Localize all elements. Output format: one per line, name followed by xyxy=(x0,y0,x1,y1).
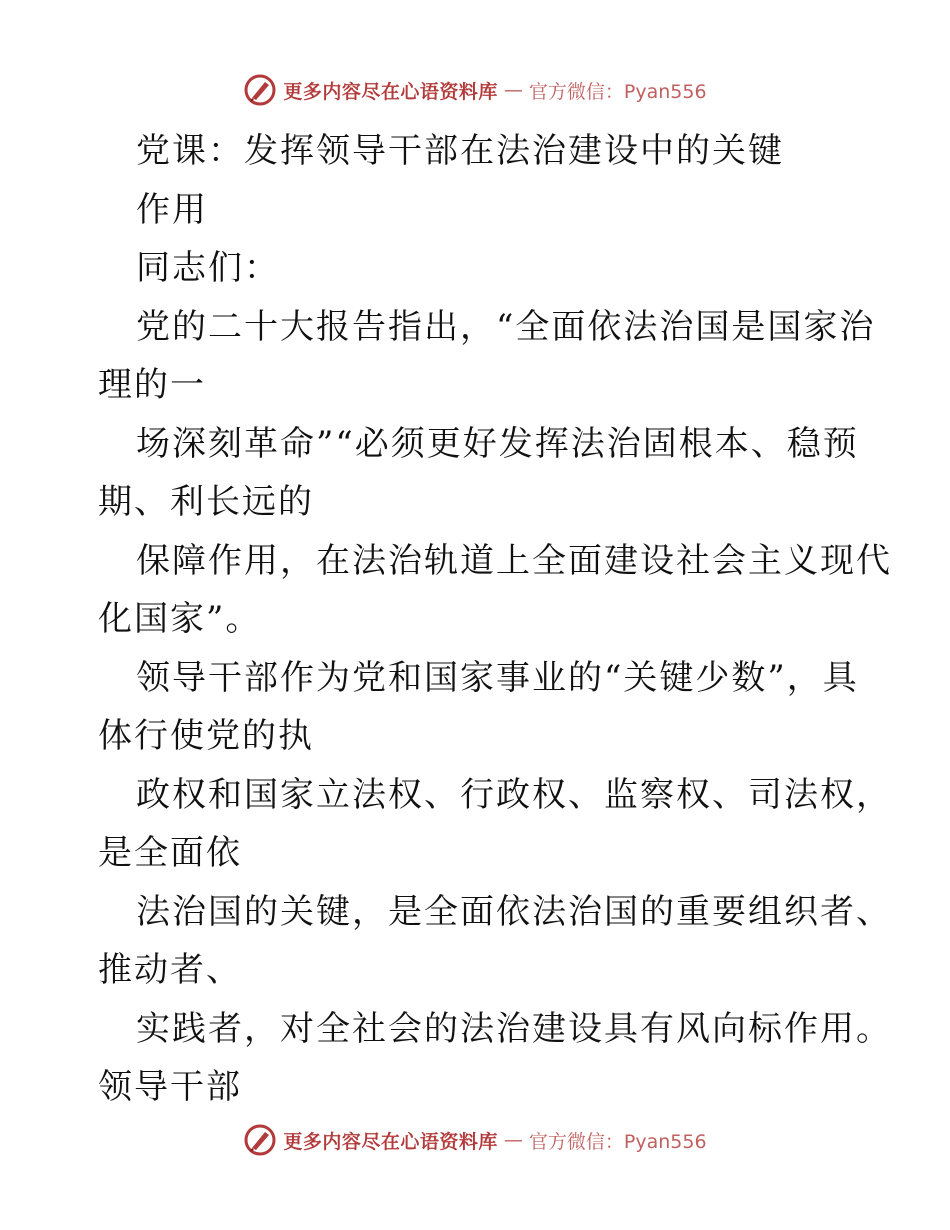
body-line: 领导干部作为党和国家事业的“关键少数”，具 xyxy=(136,657,859,698)
body-line: 场深刻革命”“必须更好发挥法治固根本、稳预 xyxy=(136,423,859,464)
body-line: 期、利长远的 xyxy=(98,482,314,522)
body-line: 实践者，对全社会的法治建设具有风向标作用。 xyxy=(136,1008,892,1049)
watermark-separator: — xyxy=(503,79,523,101)
body-line: 政权和国家立法权、行政权、监察权、司法权， xyxy=(136,774,892,815)
body-line: 法治国的关键，是全面依法治国的重要组织者、 xyxy=(136,891,892,932)
watermark-text: 更多内容尽在心语资料库 xyxy=(283,80,498,103)
body-line: 推动者、 xyxy=(98,950,242,990)
body-line: 党的二十大报告指出，“全面依法治国是国家治 xyxy=(136,306,876,347)
document-body xyxy=(98,122,892,1117)
body-line: 领导干部 xyxy=(98,1067,242,1107)
footer-watermark xyxy=(0,1120,950,1160)
watermark-text: 更多内容尽在心语资料库 xyxy=(283,1130,498,1153)
watermark-contact: 官方微信：Pyan556 xyxy=(528,80,707,103)
body-line: 是全面依 xyxy=(98,833,242,873)
header-watermark xyxy=(0,70,950,110)
body-line: 理的一 xyxy=(98,365,206,405)
salutation: 同志们： xyxy=(136,248,280,288)
body-line: 保障作用，在法治轨道上全面建设社会主义现代 xyxy=(136,540,892,581)
quill-logo-icon xyxy=(243,1123,277,1157)
document-title-line-1: 党课：发挥领导干部在法治建设中的关键 xyxy=(136,131,784,171)
body-line: 体行使党的执 xyxy=(98,716,314,756)
watermark-contact: 官方微信：Pyan556 xyxy=(528,1130,707,1153)
body-line: 化国家”。 xyxy=(98,599,262,639)
watermark-separator: — xyxy=(503,1129,523,1151)
quill-logo-icon xyxy=(243,73,277,107)
document-title-line-2: 作用 xyxy=(136,189,208,230)
